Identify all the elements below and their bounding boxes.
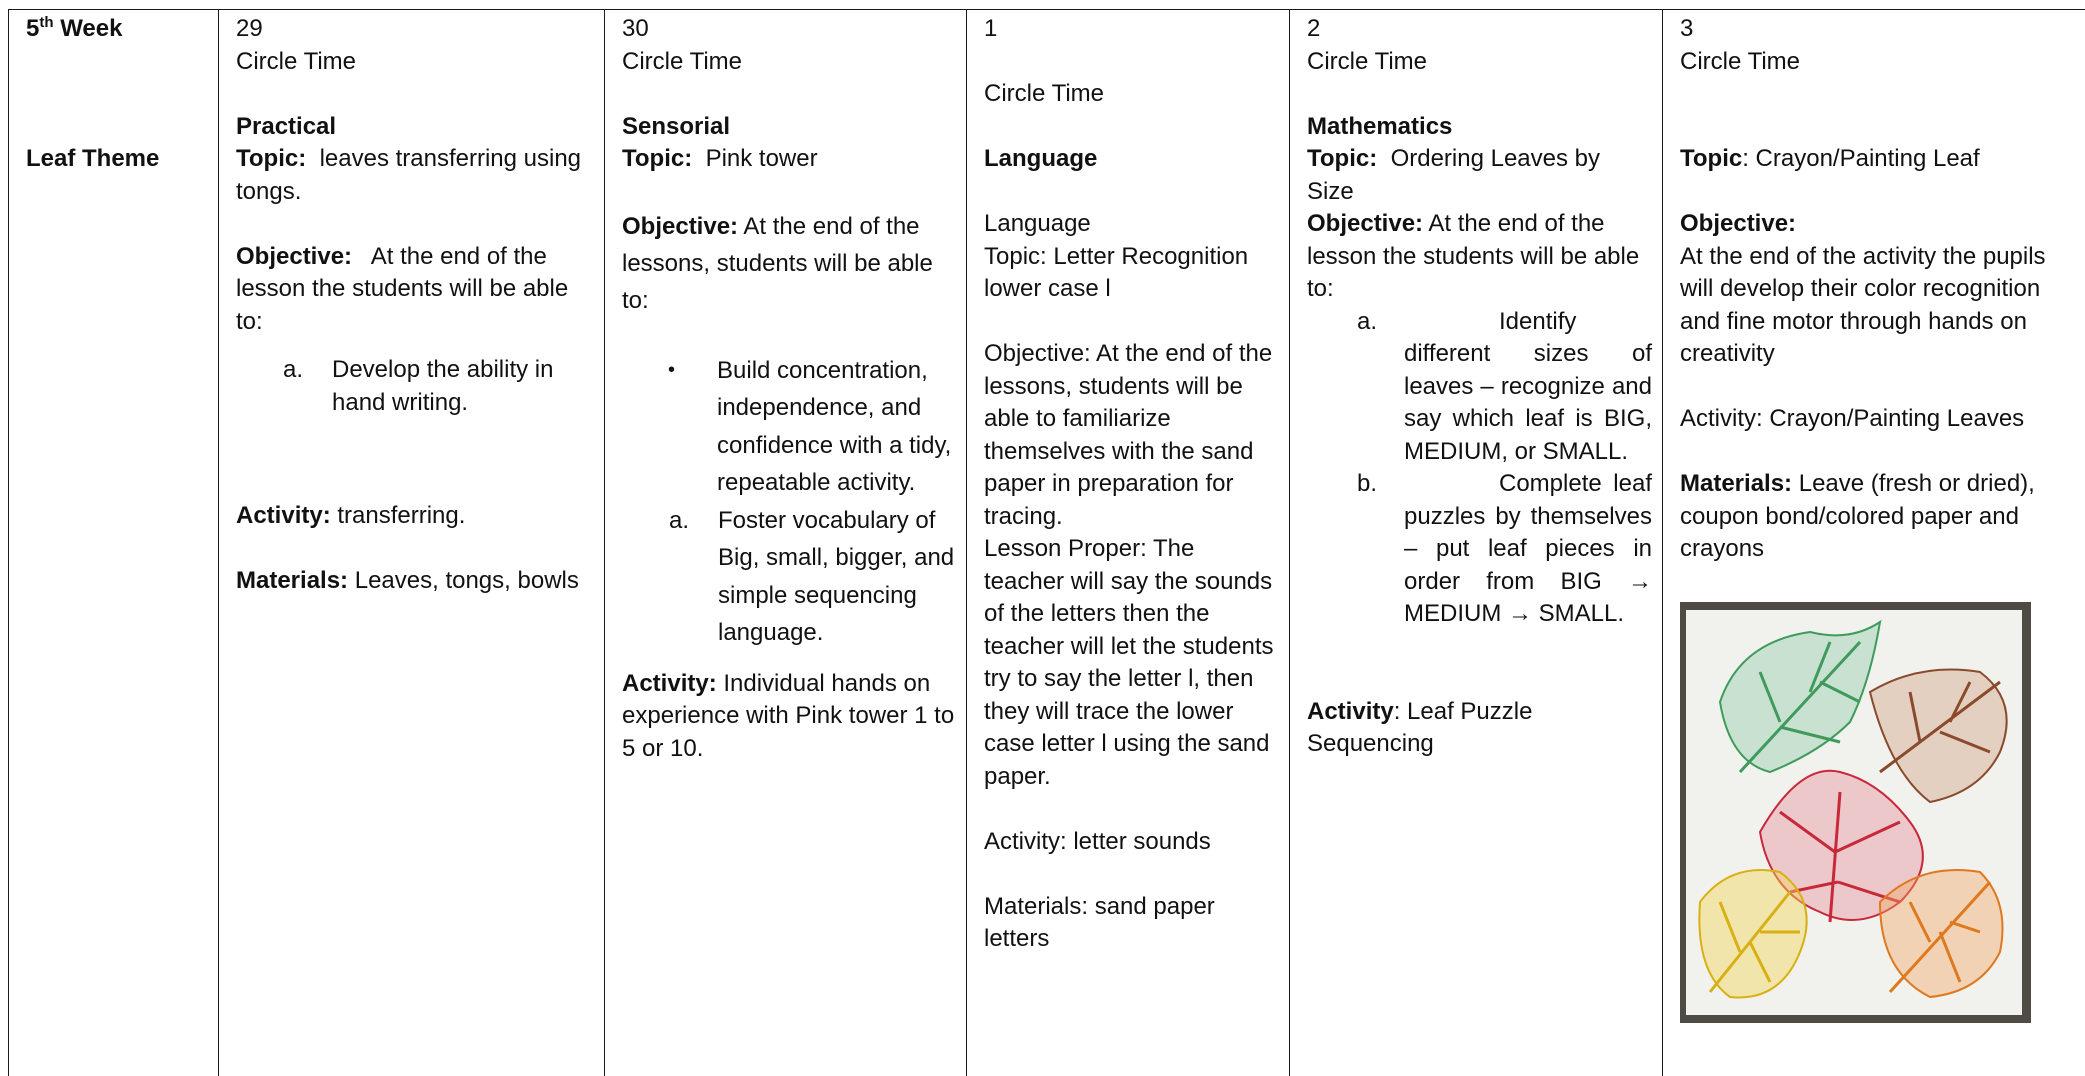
date-label: 2 — [1307, 13, 1652, 46]
circle-time-label: Circle Time — [236, 46, 594, 79]
date-label: 3 — [1680, 13, 2076, 46]
topic-text: Topic: Ordering Leaves by Size — [1307, 143, 1652, 208]
activity-text: Activity: Crayon/Painting Leaves — [1680, 403, 2076, 436]
day-cell-1 — [967, 10, 1290, 1076]
day-cell-30 — [605, 10, 967, 1076]
activity-text: Activity: Leaf Puzzle Sequencing — [1307, 696, 1652, 761]
circle-time-label: Circle Time — [1680, 46, 2076, 79]
materials-text: Materials: sand paper letters — [984, 891, 1279, 956]
objective-text: Objective: At the end of the lessons, students will be able to familiarize themselves with the sand paper in preparation for tracing. — [984, 338, 1279, 533]
objective-text: Objective: At the end of the lesson the students will be able to: — [236, 241, 594, 339]
week-heading: 5th Week — [26, 13, 208, 46]
circle-time-label: Circle Time — [984, 78, 1279, 111]
topic-text: Topic: Letter Recognition lower case l — [984, 241, 1279, 306]
objective-bullet: • Build concentration, independence, and confidence with a tidy, repeatable activity. — [622, 352, 956, 502]
circle-time-label: Circle Time — [1307, 46, 1652, 79]
subject-label: Language — [984, 143, 1279, 176]
subject-label: Mathematics — [1307, 111, 1652, 144]
activity-text: Activity: letter sounds — [984, 826, 1279, 859]
objective-label: Objective: — [1680, 208, 2076, 241]
materials-text: Materials: Leaves, tongs, bowls — [236, 565, 594, 598]
date-label: 30 — [622, 13, 956, 46]
lesson-plan-table — [8, 9, 2085, 1076]
theme-label: Leaf Theme — [26, 143, 208, 176]
objective-item-a: a. Identify different sizes of leaves – recognize and say which leaf is BIG, MEDIUM, or SMALL. — [1307, 306, 1652, 469]
objective-text: Objective: At the end of the lessons, students will be able to: — [622, 208, 956, 319]
subject-label: Practical — [236, 111, 594, 144]
date-label: 1 — [984, 13, 1279, 46]
day-cell-3 — [1663, 10, 2085, 1076]
day-cell-29 — [219, 10, 605, 1076]
language-label: Language — [984, 208, 1279, 241]
materials-text: Materials: Leave (fresh or dried), coupon bond/colored paper and crayons — [1680, 468, 2076, 566]
objective-text: At the end of the activity the pupils will develop their color recognition and fine motor through hands on creativity — [1680, 241, 2076, 371]
objective-item-a: a. Foster vocabulary of Big, small, bigger, and simple sequencing language. — [622, 502, 956, 652]
topic-text: Topic: leaves transferring using tongs. — [236, 143, 594, 208]
objective-item-b: b. Complete leaf puzzles by themselves – put leaf pieces in order from BIG → MEDIUM → SMALL. — [1307, 468, 1652, 631]
lesson-proper-text: Lesson Proper: The teacher will say the sounds of the letters then the teacher will let the students try to say the letter l, then they will trace the lower case letter l using the sand paper. — [984, 533, 1279, 793]
objective-text: Objective: At the end of the lesson the students will be able to: — [1307, 208, 1652, 306]
topic-text: Topic: Pink tower — [622, 143, 956, 176]
topic-text: Topic: Crayon/Painting Leaf — [1680, 143, 2076, 176]
day-cell-2 — [1290, 10, 1663, 1076]
activity-text: Activity: transferring. — [236, 500, 594, 533]
circle-time-label: Circle Time — [622, 46, 956, 79]
leaf-rubbing-photo — [1680, 602, 2031, 1023]
date-label: 29 — [236, 13, 594, 46]
activity-text: Activity: Individual hands on experience with Pink tower 1 to 5 or 10. — [622, 668, 956, 766]
week-cell — [9, 10, 219, 1076]
subject-label: Sensorial — [622, 111, 956, 144]
objective-item-a: a. Develop the ability in hand writing. — [236, 354, 594, 419]
